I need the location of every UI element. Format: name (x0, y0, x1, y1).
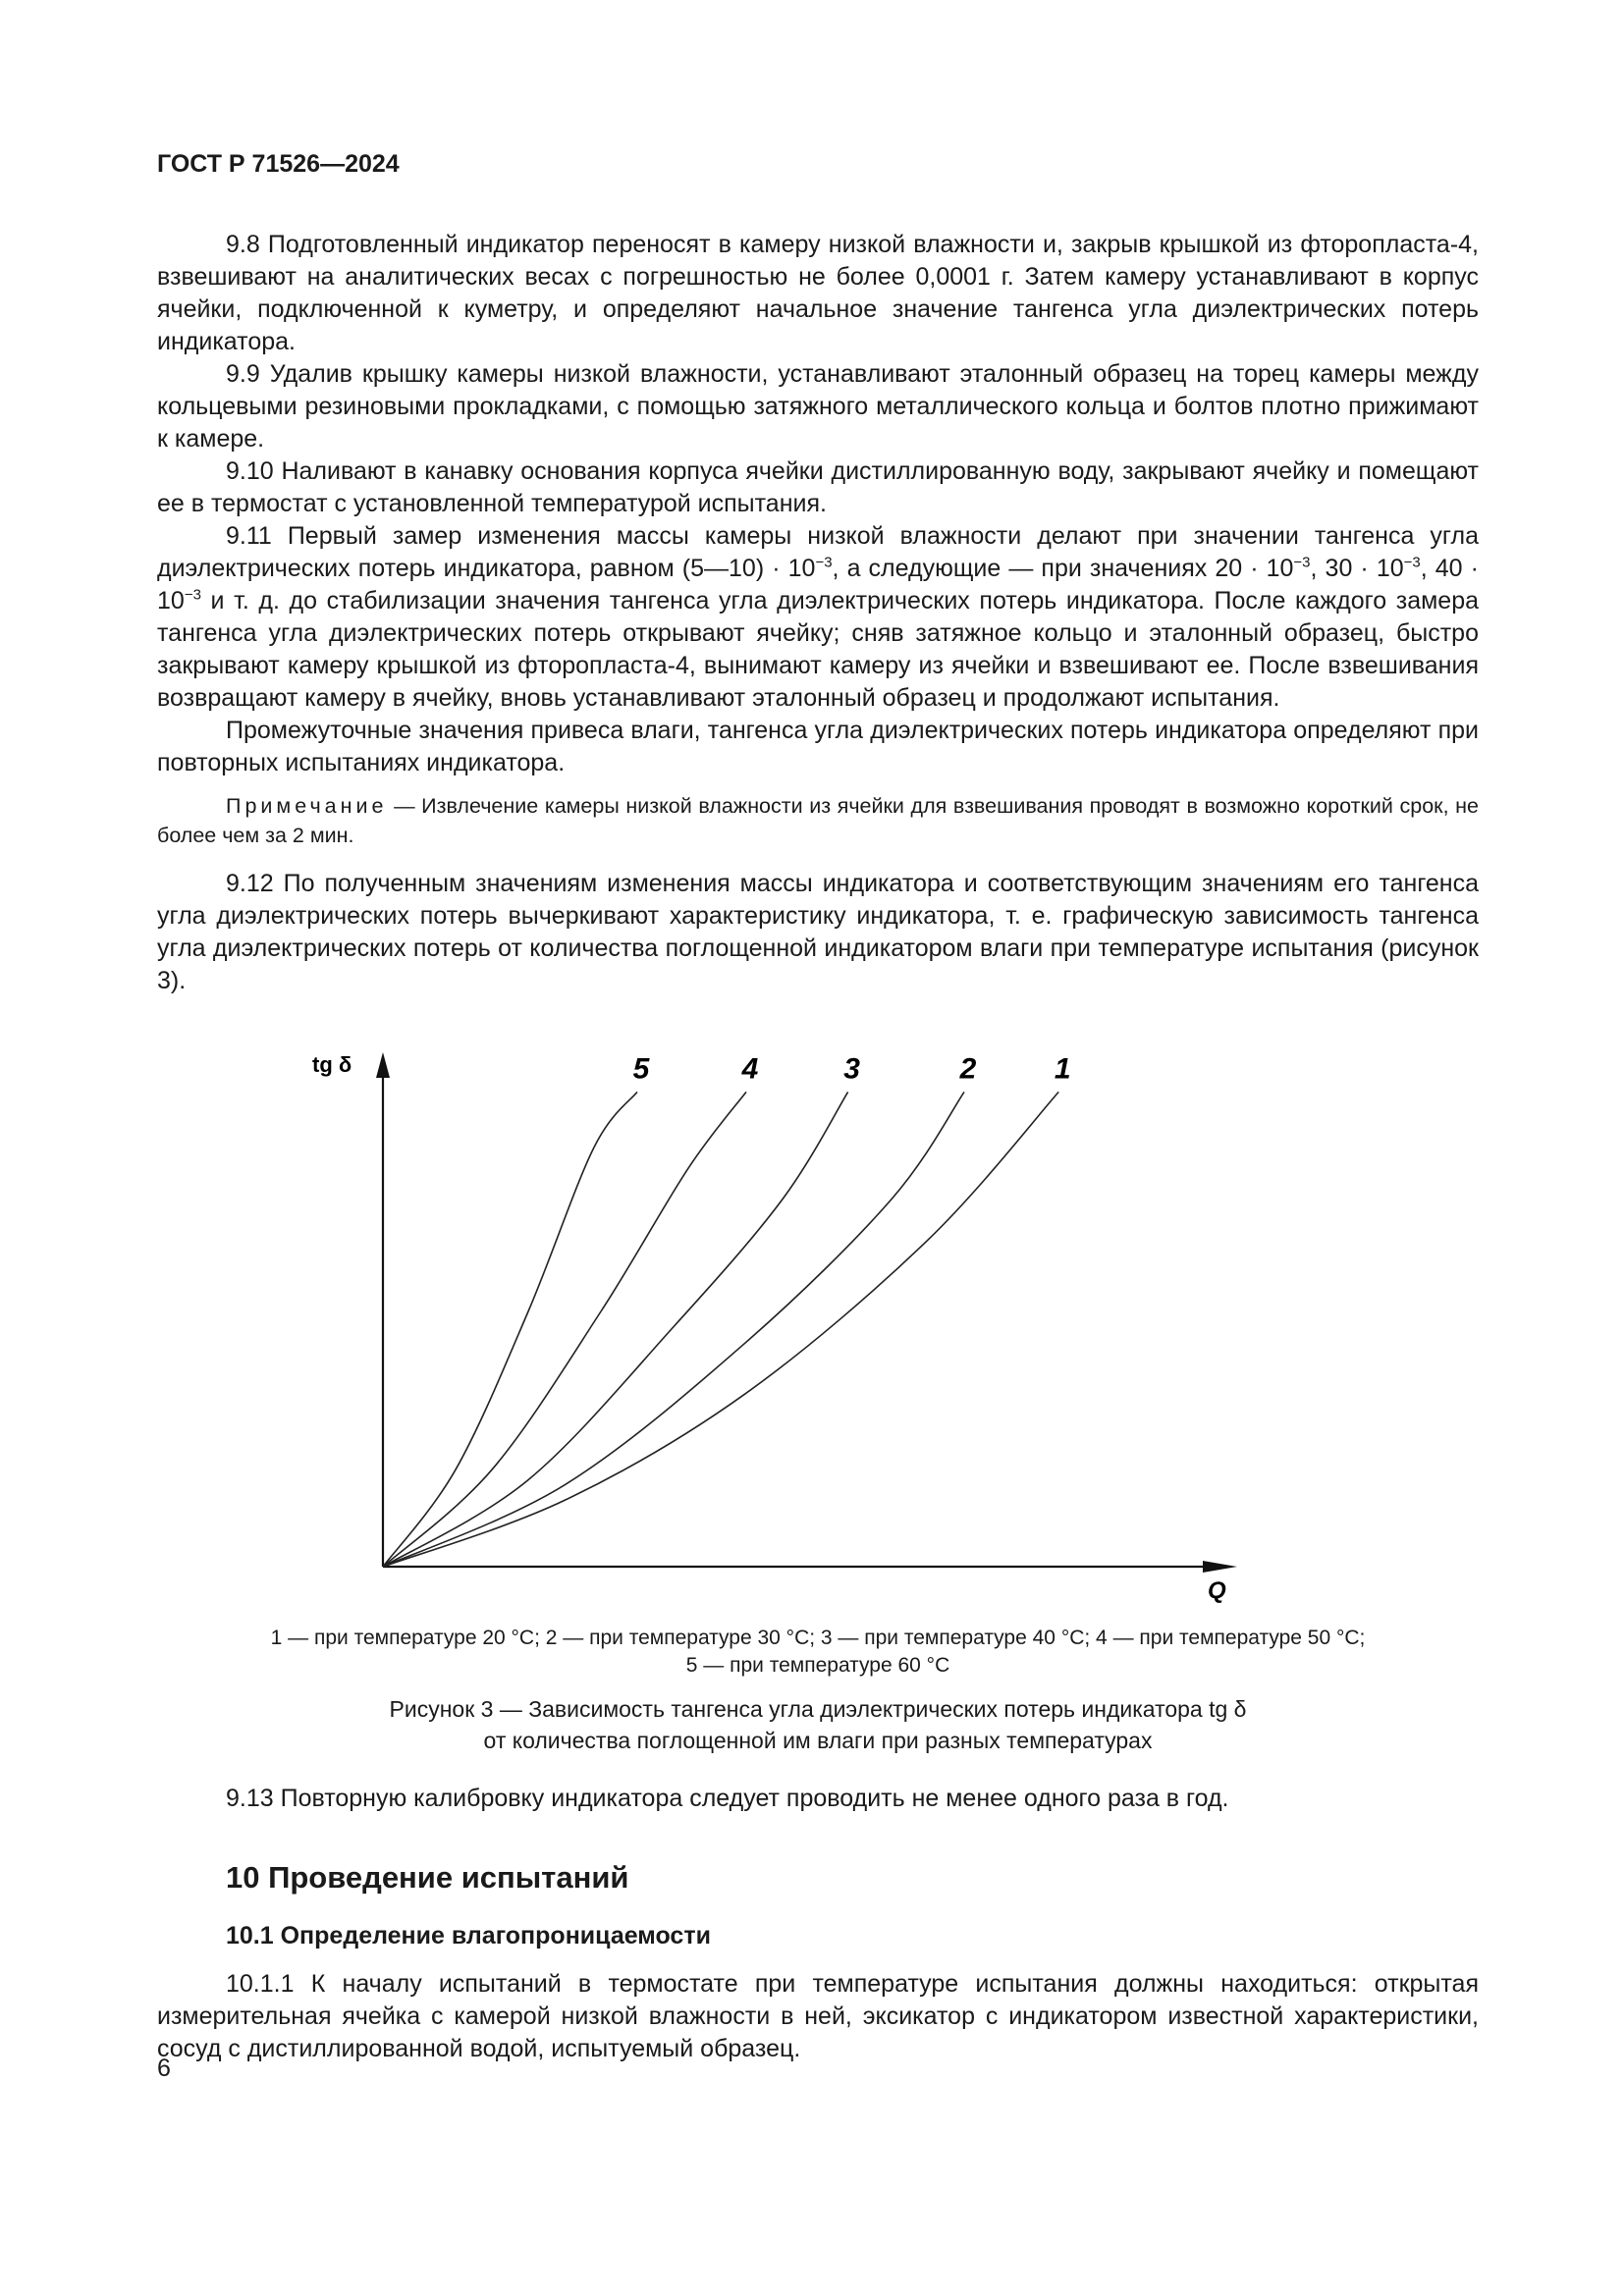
paragraph-9-9: 9.9 Удалив крышку камеры низкой влажности, устанавливают эталонный образец на торец камеры между кольцевыми резиновыми прокладками, с помощью затяжного металлического кольца и болтов плотно прижимают к камере. (157, 360, 1479, 453)
paragraph-9-11 (157, 520, 1479, 715)
paragraph-10-1-1: 10.1.1 К началу испытаний в термостате при температуре испытания должны находиться: открытая измерительная ячейка с камерой низкой влажности в ней, эксикатор с индикатором известной характеристики, сосуд с дистиллированной водой, испытуемый образец. (157, 1970, 1479, 2062)
legend-line-2: 5 — при температуре 60 °С (685, 1654, 950, 1677)
note (157, 791, 1479, 850)
p911-part-c: , 30 · 10 (1310, 555, 1404, 582)
page-number: 6 (157, 2055, 171, 2082)
figure-caption (157, 1693, 1479, 1756)
note-text: — Извлечение камеры низкой влажности из ячейки для взвешивания проводят в возможно короткий срок, не более чем за 2 мин. (157, 794, 1479, 847)
p911-part-e: и т. д. до стабилизации значения тангенса угла диэлектрических потерь индикатора. После каждого замера тангенса угла диэлектрических потерь открывают ячейку; сняв затяжное кольцо и эталонный образец, быстро закрывают камеру крышкой из фторопласта-4, вынимают камеру из ячейки и взвешивают ее. После взвешивания возвращают камеру в ячейку, вновь устанавливают эталонный образец и продолжают испытания. (157, 587, 1479, 712)
series-label-2: 2 (959, 1052, 977, 1086)
series-line-3 (383, 1092, 848, 1567)
x-axis-arrow (1203, 1561, 1237, 1573)
y-axis-arrow (376, 1052, 390, 1078)
series-line-5 (383, 1092, 637, 1567)
series-label-1: 1 (1054, 1052, 1071, 1086)
document-header: ГОСТ Р 71526—2024 (157, 150, 400, 178)
paragraph-9-10: 9.10 Наливают в канавку основания корпуса ячейки дистиллированную воду, закрывают ячейку и помещают ее в термостат с установленной температурой испытания. (157, 457, 1479, 517)
section-heading-10: 10 Проведение испытаний (226, 1860, 629, 1895)
exponent: −3 (1403, 554, 1421, 571)
exponent: −3 (815, 554, 833, 571)
note-label: Примечание (226, 794, 388, 818)
y-axis-label: tg δ (312, 1052, 352, 1077)
figure-3-chart (304, 1031, 1276, 1620)
caption-line-2: от количества поглощенной им влаги при разных температурах (483, 1728, 1153, 1753)
figure-legend (157, 1625, 1479, 1680)
exponent: −3 (1293, 554, 1311, 571)
series-label-3: 3 (843, 1052, 860, 1086)
p911-part-b: , а следующие — при значениях 20 · 10 (832, 555, 1294, 582)
p911-part-d: , 40 · 10 (157, 555, 1479, 614)
body-text-block (157, 229, 1479, 997)
series-label-4: 4 (741, 1052, 759, 1086)
x-axis-label: Q (1208, 1577, 1226, 1604)
series-line-1 (383, 1092, 1058, 1567)
exponent: −3 (184, 586, 201, 604)
p911-part-a: 9.11 Первый замер изменения массы камеры низкой влажности делают при значении тангенса угла диэлектрических потерь индикатора, равном (5—10) · 10 (157, 522, 1479, 582)
paragraph-9-13: 9.13 Повторную калибровку индикатора следует проводить не менее одного раза в год. (226, 1785, 1229, 1812)
series-label-5: 5 (632, 1052, 650, 1086)
legend-line-1: 1 — при температуре 20 °С; 2 — при температуре 30 °С; 3 — при температуре 40 °С; 4 — при температуре 50 °С; (270, 1627, 1366, 1649)
series-line-4 (383, 1092, 746, 1567)
paragraph-intermediate: Промежуточные значения привеса влаги, тангенса угла диэлектрических потерь индикатора определяют при повторных испытаниях индикатора. (157, 717, 1479, 776)
caption-line-1: Рисунок 3 — Зависимость тангенса угла диэлектрических потерь индикатора tg δ (389, 1696, 1247, 1722)
subsection-heading-10-1: 10.1 Определение влагопроницаемости (226, 1922, 711, 1949)
series-line-2 (383, 1092, 964, 1567)
paragraph-9-8: 9.8 Подготовленный индикатор переносят в камеру низкой влажности и, закрыв крышкой из фторопласта-4, взвешивают на аналитических весах с погрешностью не более 0,0001 г. Затем камеру устанавливают в корпус ячейки, подключенной к куметру, и определяют начальное значение тангенса угла диэлектрических потерь индикатора. (157, 231, 1479, 355)
paragraph-9-12: 9.12 По полученным значениям изменения массы индикатора и соответствующим значениям его тангенса угла диэлектрических потерь вычеркивают характеристику индикатора, т. е. графическую зависимость тангенса угла диэлектрических потерь от количества поглощенной индикатором влаги при температуре испытания (рисунок 3). (157, 870, 1479, 994)
